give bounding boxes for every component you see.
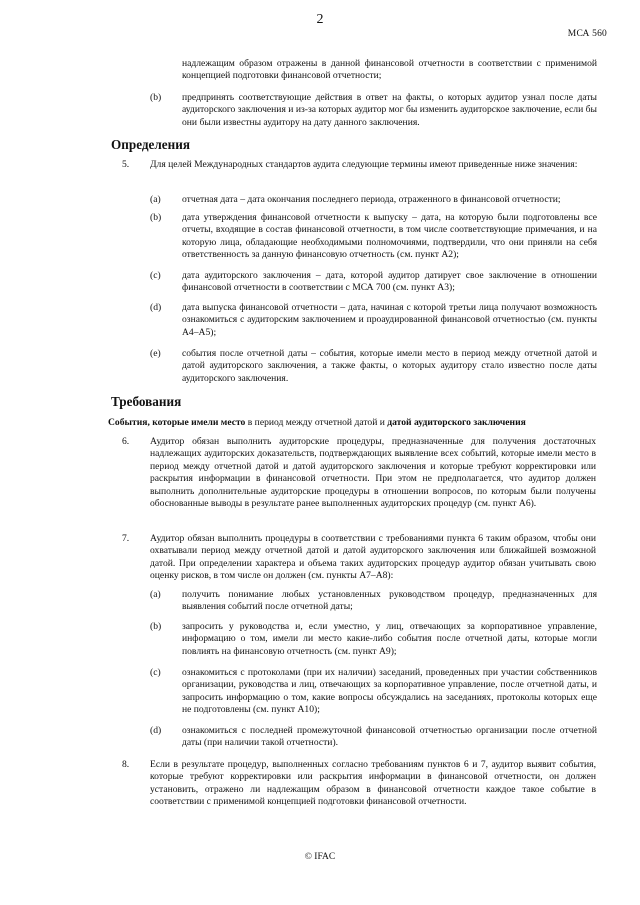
para-7-text: Аудитор обязан выполнить процедуры в соответствии с требованиями пункта 6 таким образом, чтобы они охватывали период между отчетной датой и датой аудиторского заключения или ближайшей возможной датой. При определении характера и объема таких аудиторских процедур аудитор обязан учитывать свою оценку рисков, в том числе он должен (см. пункты А7–А8): [150,533,596,582]
p7-item-b-text: запросить у руководства и, если уместно, у лиц, отвечающих за корпоративное управление, информацию о том, имели ли место какие-либо события после отчетной даты, которые могли повлиять на финансовую отчетность (см. пункт А9); [182,621,597,657]
para-6-number: 6. [122,436,130,447]
def-item-e-label: (e) [150,348,161,359]
def-item-a-text: отчетная дата – дата окончания последнего периода, отраженного в финансовой отчетности; [182,194,561,205]
p7-item-a-text: получить понимание любых установленных руководством процедур, предназначенных для выявления событий после отчетной даты; [182,589,597,613]
def-item-d-text: дата выпуска финансовой отчетности – дата, начиная с которой третьи лица получают возможность ознакомиться с аудиторским заключением и проаудированной финансовой отчетностью (см. пункты А4–А5); [182,302,597,338]
def-item-c-label: (c) [150,270,161,281]
para-8-text: Если в результате процедур, выполненных согласно требованиям пунктов 6 и 7, аудитор выявит события, которые требуют корректировки или раскрытия информации в финансовой отчетности, он должен установить, отражено ли надлежащим образом в финансовой отчетности каждое такое событие в соответствии с применимой концепцией подготовки финансовой отчетности. [150,759,596,808]
standard-code: МСА 560 [567,29,607,39]
def-item-a-label: (a) [150,194,161,205]
para-5-intro: Для целей Международных стандартов аудита следующие термины имеют приведенные ниже значения: [150,159,578,170]
p7-item-c-label: (c) [150,667,161,678]
intro-continuation: надлежащим образом отражены в данной финансовой отчетности в соответствии с применимой концепцией подготовки финансовой отчетности; [182,58,597,82]
intro-item-b-text: предпринять соответствующие действия в ответ на факты, о которых аудитор узнал после даты аудиторского заключения и из-за которых аудитор мог бы изменить аудиторское заключение, если бы они были известны аудитору на дату данного заключения. [182,92,597,128]
footer-copyright: © IFAC [304,852,336,862]
para-7-number: 7. [122,533,130,544]
def-item-e-text: события после отчетной даты – события, которые имели место в период между отчетной датой и датой аудиторского заключения, а также факты, о которых аудитору стало известно после даты аудиторского заключения. [182,348,597,384]
p7-item-a-label: (a) [150,589,161,600]
p7-item-d-text: ознакомиться с последней промежуточной финансовой отчетностью организации после отчетной даты (при наличии такой отчетности). [182,725,597,749]
p7-item-d-label: (d) [150,725,162,736]
p7-item-b-label: (b) [150,621,162,632]
para-5-number: 5. [122,159,130,170]
page-number: 2 [316,12,324,27]
p7-item-c-text: ознакомиться с протоколами (при их наличии) заседаний, проведенных при участии собственников организации, руководства и лиц, отвечающих за корпоративное управление, после отчетной даты, и запросить информацию о том, какие вопросы обсуждались на заседаниях, протоколы которых еще не подготовлены (см. пункт А10); [182,667,597,716]
requirements-subheading [108,417,608,429]
def-item-c-text: дата аудиторского заключения – дата, которой аудитор датирует свое заключение в отношении финансовой отчетности в соответствии с МСА 700 (см. пункт А3); [182,270,597,294]
def-item-b-label: (b) [150,212,162,223]
def-item-d-label: (d) [150,302,162,313]
para-8-number: 8. [122,759,130,770]
subheading-bold-2: датой аудиторского заключения [387,417,526,428]
intro-item-b-label: (b) [150,92,162,103]
subheading-bold-1: События, которые имели место [108,417,246,428]
requirements-heading: Требования [111,394,182,409]
para-6-text: Аудитор обязан выполнить аудиторские процедуры, предназначенные для получения достаточных надлежащих аудиторских доказательств, подтверждающих выявление всех событий, которые имели место в период между отчетной датой и датой аудиторского заключения и которые требуют корректировки или раскрытия информации в финансовой отчетности. При этом не предполагается, что аудитор должен выполнить дополнительные аудиторские процедуры в отношении вопросов, по которым были получены обоснованные выводы в результате ранее выполненных аудиторских процедур (см. пункт А6). [150,436,596,510]
def-item-b-text: дата утверждения финансовой отчетности к выпуску – дата, на которую были подготовлены все отчеты, входящие в состав финансовой отчетности, в том числе соответствующие примечания, и на которую лица, обладающие необходимыми полномочиями, подтвердили, что они приняли на себя ответственность за данную финансовую отчетность (см. пункт А2); [182,212,597,261]
subheading-middle: в период между отчетной датой и [245,417,388,428]
definitions-heading: Определения [111,137,190,152]
